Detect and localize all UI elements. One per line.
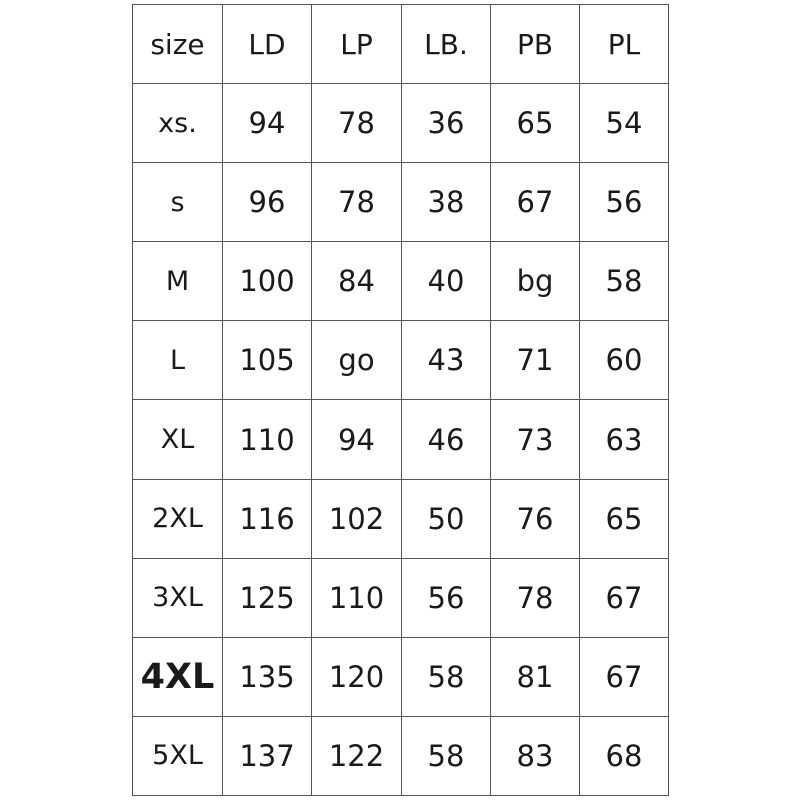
table-cell: 40 xyxy=(402,242,491,321)
table-cell: 60 xyxy=(580,321,669,400)
table-cell: bg xyxy=(491,242,580,321)
size-cell: XL xyxy=(133,400,223,479)
table-row xyxy=(133,242,669,321)
table-cell: 137 xyxy=(223,716,312,795)
table-cell: 120 xyxy=(312,637,402,716)
table-cell: 116 xyxy=(223,479,312,558)
header-cell-pb: PB xyxy=(491,5,580,84)
table-cell: 68 xyxy=(580,716,669,795)
table-row xyxy=(133,163,669,242)
header-cell-size: size xyxy=(133,5,223,84)
table-cell: 94 xyxy=(312,400,402,479)
table-cell: 81 xyxy=(491,637,580,716)
table-cell: 67 xyxy=(580,558,669,637)
table-cell: 65 xyxy=(580,479,669,558)
size-cell: 4XL xyxy=(133,637,223,716)
size-cell: L xyxy=(133,321,223,400)
table-cell: 43 xyxy=(402,321,491,400)
table-cell: go xyxy=(312,321,402,400)
table-cell: 102 xyxy=(312,479,402,558)
table-cell: 110 xyxy=(312,558,402,637)
table-cell: 96 xyxy=(223,163,312,242)
table-row xyxy=(133,558,669,637)
table-cell: 58 xyxy=(402,716,491,795)
table-cell: 78 xyxy=(312,84,402,163)
header-row xyxy=(133,5,669,84)
header-cell-lb: LB. xyxy=(402,5,491,84)
table-cell: 94 xyxy=(223,84,312,163)
size-cell: 3XL xyxy=(133,558,223,637)
table-cell: 76 xyxy=(491,479,580,558)
table-cell: 36 xyxy=(402,84,491,163)
table-cell: 73 xyxy=(491,400,580,479)
table-cell: 58 xyxy=(580,242,669,321)
size-chart-table xyxy=(132,4,669,796)
table-cell: 122 xyxy=(312,716,402,795)
table-cell: 38 xyxy=(402,163,491,242)
table-row xyxy=(133,400,669,479)
table-cell: 125 xyxy=(223,558,312,637)
table-row xyxy=(133,479,669,558)
table-cell: 78 xyxy=(312,163,402,242)
size-cell: M xyxy=(133,242,223,321)
table-cell: 56 xyxy=(402,558,491,637)
size-cell: xs. xyxy=(133,84,223,163)
table-cell: 54 xyxy=(580,84,669,163)
size-cell: 2XL xyxy=(133,479,223,558)
table-row xyxy=(133,637,669,716)
size-cell: s xyxy=(133,163,223,242)
header-cell-lp: LP xyxy=(312,5,402,84)
size-cell: 5XL xyxy=(133,716,223,795)
size-chart-sheet xyxy=(132,4,668,796)
table-cell: 135 xyxy=(223,637,312,716)
table-cell: 71 xyxy=(491,321,580,400)
table-cell: 56 xyxy=(580,163,669,242)
table-cell: 67 xyxy=(491,163,580,242)
table-cell: 100 xyxy=(223,242,312,321)
header-cell-pl: PL xyxy=(580,5,669,84)
table-cell: 83 xyxy=(491,716,580,795)
table-row xyxy=(133,321,669,400)
table-cell: 63 xyxy=(580,400,669,479)
table-cell: 78 xyxy=(491,558,580,637)
table-cell: 67 xyxy=(580,637,669,716)
table-row xyxy=(133,84,669,163)
table-row xyxy=(133,716,669,795)
table-cell: 58 xyxy=(402,637,491,716)
table-cell: 46 xyxy=(402,400,491,479)
table-cell: 84 xyxy=(312,242,402,321)
table-cell: 65 xyxy=(491,84,580,163)
table-cell: 50 xyxy=(402,479,491,558)
table-cell: 110 xyxy=(223,400,312,479)
header-cell-ld: LD xyxy=(223,5,312,84)
table-cell: 105 xyxy=(223,321,312,400)
